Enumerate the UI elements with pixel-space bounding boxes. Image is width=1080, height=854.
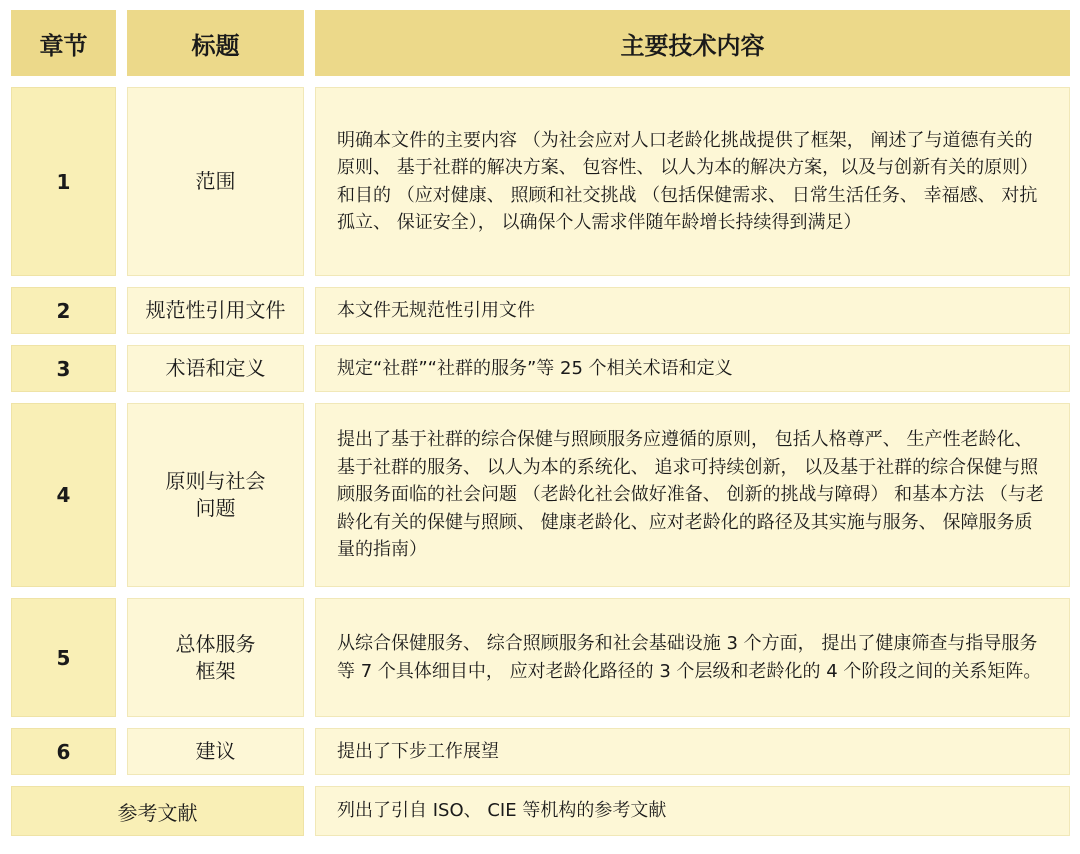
- row-3-content: 规定“社群”“社群的服务”等 25 个相关术语和定义: [315, 345, 1070, 392]
- row-5-title: 总体服务 框架: [127, 598, 304, 717]
- row-3-title: 术语和定义: [127, 345, 304, 392]
- header-title: 标题: [127, 10, 304, 76]
- header-chapter: 章节: [11, 10, 116, 76]
- row-4-content: 提出了基于社群的综合保健与照顾服务应遵循的原则， 包括人格尊严、 生产性老龄化、 基于社群的服务、 以人为本的系统化、 追求可持续创新， 以及基于社群的综合保健与照顾服务面临的社会问题 （老龄化社会做好准备、 创新的挑战与障碍） 和基本方法 （与老龄化有关的保健与照顾、 健康老龄化、应对老龄化的路径及其实施与服务、 保障服务质量的指南）: [315, 403, 1070, 587]
- row-2-content: 本文件无规范性引用文件: [315, 287, 1070, 334]
- row-1-chapter: 1: [11, 87, 116, 276]
- row-1-title: 范围: [127, 87, 304, 276]
- row-4-chapter: 4: [11, 403, 116, 587]
- references-content: 列出了引自 ISO、 CIE 等机构的参考文献: [315, 786, 1070, 836]
- row-4-title: 原则与社会 问题: [127, 403, 304, 587]
- row-3-chapter: 3: [11, 345, 116, 392]
- row-5-chapter: 5: [11, 598, 116, 717]
- row-6-title: 建议: [127, 728, 304, 775]
- header-content: 主要技术内容: [315, 10, 1070, 76]
- row-2-title: 规范性引用文件: [127, 287, 304, 334]
- row-2-chapter: 2: [11, 287, 116, 334]
- references-title: 参考文献: [11, 786, 304, 836]
- row-1-content: 明确本文件的主要内容 （为社会应对人口老龄化挑战提供了框架， 阐述了与道德有关的原则、 基于社群的解决方案、 包容性、 以人为本的解决方案，以及与创新有关的原则） 和目的 （应对健康、 照顾和社交挑战 （包括保健需求、 日常生活任务、 幸福感、 对抗孤立、 保证安全）， 以确保个人需求伴随年龄增长持续得到满足）: [315, 87, 1070, 276]
- row-6-content: 提出了下步工作展望: [315, 728, 1070, 775]
- row-6-chapter: 6: [11, 728, 116, 775]
- row-5-content: 从综合保健服务、 综合照顾服务和社会基础设施 3 个方面， 提出了健康筛查与指导服务等 7 个具体细目中， 应对老龄化路径的 3 个层级和老龄化的 4 个阶段之间的关系矩阵。: [315, 598, 1070, 717]
